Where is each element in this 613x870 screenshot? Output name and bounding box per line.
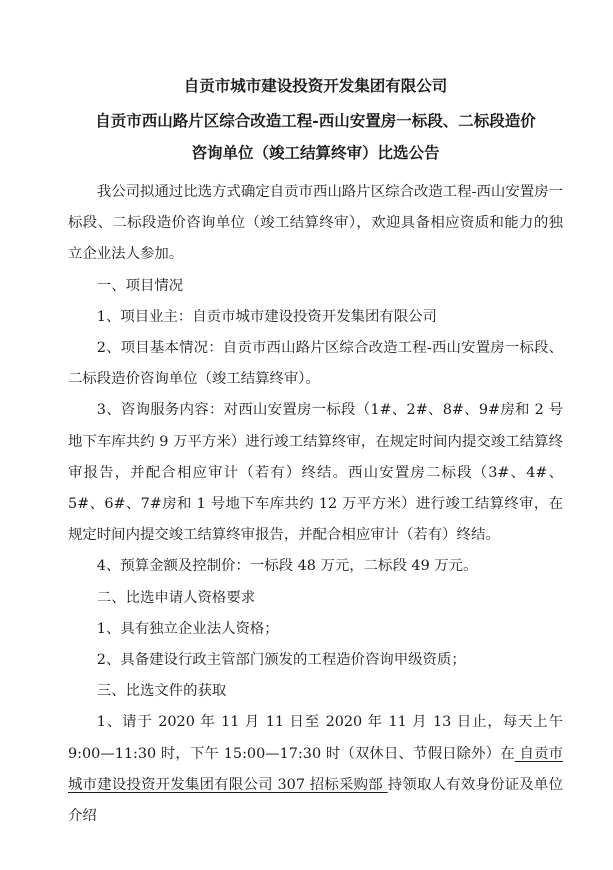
section-3-item-1-tail: 持领取人有效身份证及单位介绍: [68, 776, 563, 825]
section-2-item-2: 2、具备建设行政主管部门颁发的工程造价咨询甲级资质；: [96, 652, 466, 669]
company-name: 自贡市城市建设投资开发集团有限公司: [183, 76, 448, 95]
title-line-2: 咨询单位（竣工结算终审）比选公告: [191, 143, 440, 162]
title-line-1: 自贡市西山路片区综合改造工程-西山安置房一标段、二标段造价: [95, 111, 536, 130]
section-2-heading: 二、比选申请人资格要求: [96, 589, 256, 606]
section-1-item-1: 1、项目业主：自贡市城市建设投资开发集团有限公司: [96, 308, 437, 325]
document-body: [68, 177, 563, 832]
section-2-item-1: 1、具有独立企业法人资格；: [96, 620, 279, 637]
section-3-item-1-text: 1、请于 2020 年 11 月 11 日至 2020 年 11 月 13 日止，每天上午 9:00—11:30 时，下午 15:00—17:30 时（双休日、节假日除外）在: [68, 714, 563, 762]
procurement-location: 自贡市城市建设投资开发集团有限公司 307 招标采购部: [68, 745, 563, 793]
section-1-item-3: 3、咨询服务内容：对西山安置房一标段（1#、2#、8#、9#房和 2 号地下车库共约 9 万平方米）进行竣工结算终审，在规定时间内提交竣工结算终审报告，并配合相应审计（若有）终结。西山安置房二标段（3#、4#、5#、6#、7#房和 1 号地下车库共约 12 万平方米）进行竣工结算终审，在规定时间内提交竣工结算终审报告，并配合相应审计（若有）终结。: [68, 402, 563, 544]
document-title-block: [68, 0, 563, 169]
intro-paragraph: 我公司拟通过比选方式确定自贡市西山路片区综合改造工程-西山安置房一标段、二标段造价咨询单位（竣工结算终审），欢迎具备相应资质和能力的独立企业法人参加。: [68, 184, 563, 263]
section-1-item-2: 2、项目基本情况：自贡市西山路片区综合改造工程-西山安置房一标段、二标段造价咨询单位（竣工结算终审）。: [68, 340, 563, 388]
section-3-item-1: [68, 707, 563, 832]
section-1-heading: 一、项目情况: [96, 277, 184, 294]
section-3-heading: 三、比选文件的获取: [96, 683, 227, 700]
section-1-item-4: 4、预算金额及控制价：一标段 48 万元，二标段 49 万元。: [96, 558, 478, 575]
